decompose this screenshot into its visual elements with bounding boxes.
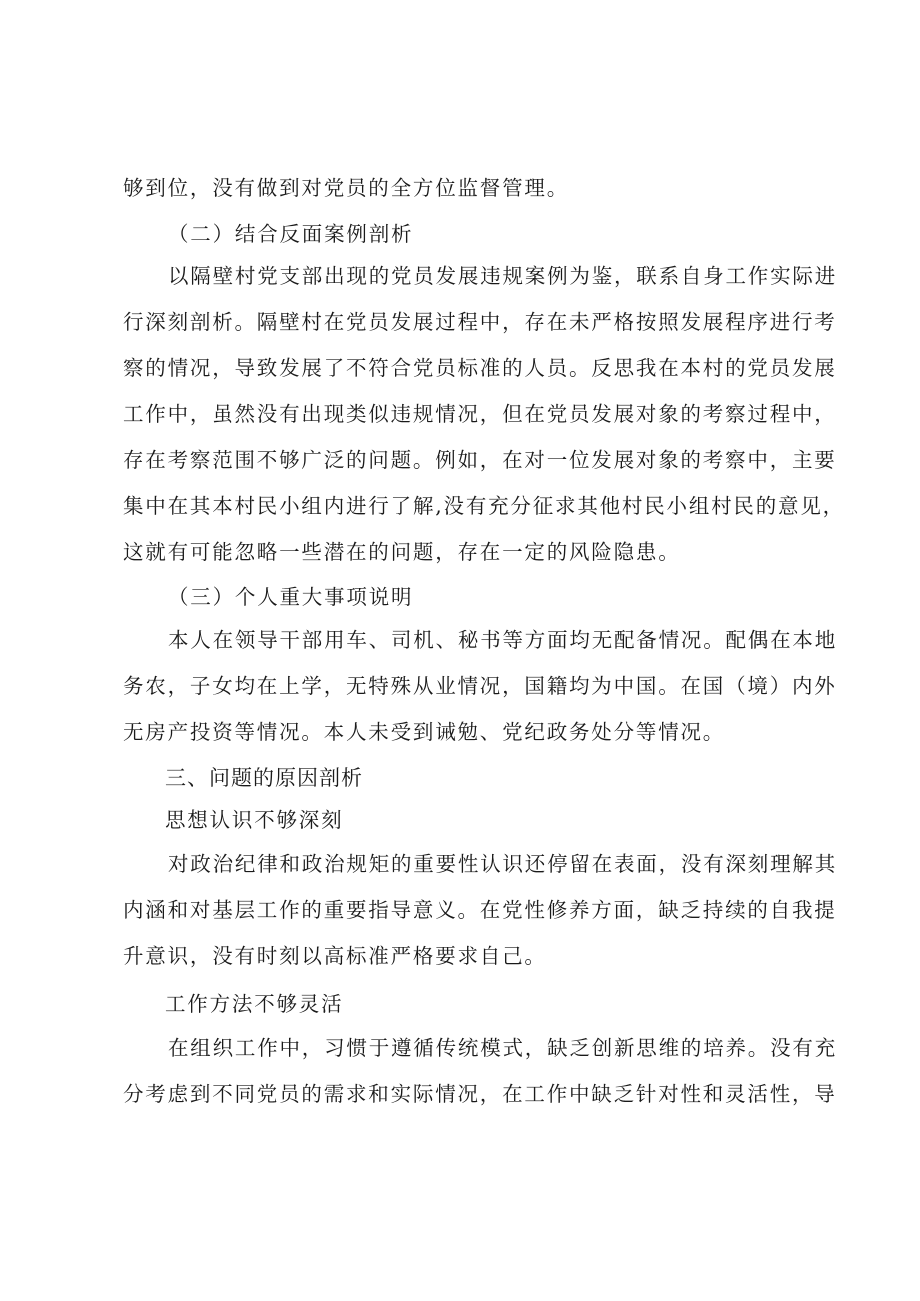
paragraph-line: 本人在领导干部用车、司机、秘书等方面均无配备情况。配偶在本地 — [168, 628, 837, 652]
paragraph-line: 升意识，没有时刻以高标准严格要求自己。 — [123, 944, 547, 968]
paragraph-line: 察的情况，导致发展了不符合党员标准的人员。反思我在本村的党员发展 — [123, 356, 837, 380]
paragraph-line: 工作中，虽然没有出现类似违规情况，但在党员发展对象的考察过程中， — [123, 402, 837, 426]
paragraph-line: 这就有可能忽略一些潜在的问题，存在一定的风险隐患。 — [123, 540, 681, 564]
paragraph-line: 行深刻剖析。隔壁村在党员发展过程中，存在未严格按照发展程序进行考 — [123, 310, 837, 334]
paragraph-line: 在组织工作中，习惯于遵循传统模式，缺乏创新思维的培养。没有充 — [168, 1036, 837, 1060]
paragraph-line: 存在考察范围不够广泛的问题。例如，在对一位发展对象的考察中，主要 — [123, 448, 837, 472]
part-heading-3: 三、问题的原因剖析 — [165, 766, 363, 790]
continuation-line: 够到位，没有做到对党员的全方位监督管理。 — [123, 176, 569, 200]
paragraph-line: 务农，子女均在上学，无特殊从业情况，国籍均为中国。在国（境）内外 — [123, 674, 837, 698]
paragraph-line: 分考虑到不同党员的需求和实际情况，在工作中缺乏针对性和灵活性，导 — [123, 1082, 837, 1106]
paragraph-line: 无房产投资等情况。本人未受到诫勉、党纪政务处分等情况。 — [123, 720, 726, 744]
paragraph-line: 对政治纪律和政治规矩的重要性认识还停留在表面，没有深刻理解其 — [168, 852, 837, 876]
paragraph-line: 以隔壁村党支部出现的党员发展违规案例为鉴，联系自身工作实际进 — [168, 264, 837, 288]
subsection-title: 思想认识不够深刻 — [165, 808, 344, 832]
subsection-title: 工作方法不够灵活 — [165, 992, 344, 1016]
section-heading-3: （三）个人重大事项说明 — [168, 585, 414, 609]
paragraph-line: 集中在其本村民小组内进行了解,没有充分征求其他村民小组村民的意见， — [123, 494, 845, 518]
section-heading-2: （二）结合反面案例剖析 — [168, 222, 414, 246]
paragraph-line: 内涵和对基层工作的重要指导意义。在党性修养方面，缺乏持续的自我提 — [123, 898, 837, 922]
